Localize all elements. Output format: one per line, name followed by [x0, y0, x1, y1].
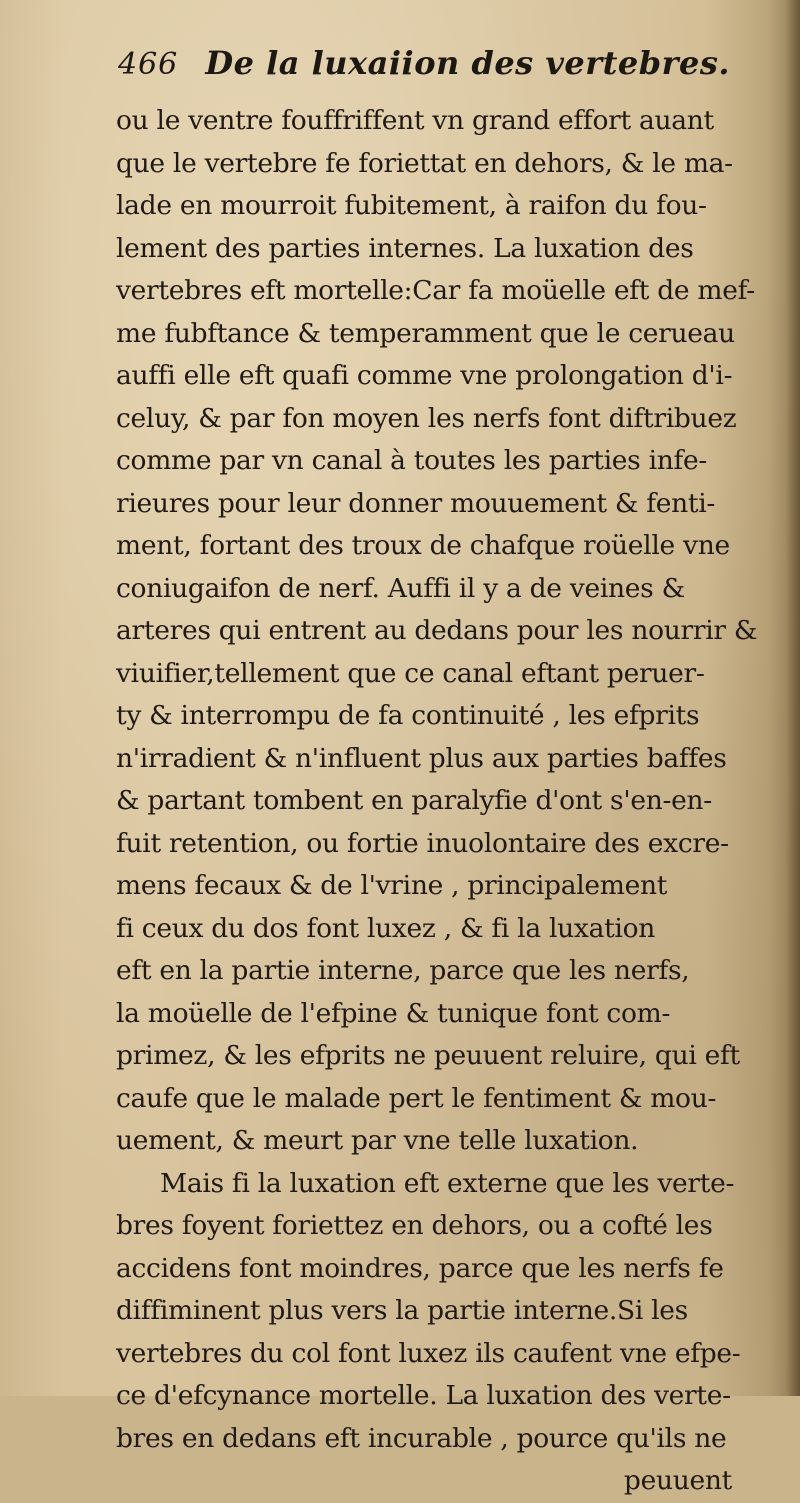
text-line: viuifier,tellement que ce canal eftant peruer- [116, 657, 705, 689]
text-line: caufe que le malade pert le fentiment & mou- [116, 1082, 717, 1114]
catchword: peuuent [623, 1465, 732, 1496]
text-line: celuy, & par fon moyen les nerfs font diftribuez [116, 402, 737, 434]
text-line: bres foyent foriettez en dehors, ou a cofté les [116, 1210, 713, 1241]
page-number: 466 [118, 47, 179, 82]
page-edge-shadow [786, 0, 800, 1396]
page-header [118, 44, 748, 96]
text-line: vertebres du col font luxez ils caufent vne efpe- [116, 1337, 741, 1369]
text-line: la moüelle de l'efpine & tunique font com- [116, 997, 671, 1029]
text-line: uement, & meurt par vne telle luxation. [116, 1125, 639, 1156]
text-line: ou le ventre fouffriffent vn grand effort auant [116, 105, 714, 136]
text-line: accidens font moindres, parce que les nerfs fe [116, 1252, 724, 1284]
text-line: ce d'efcynance mortelle. La luxation des verte- [116, 1380, 731, 1411]
text-line: mens fecaux & de l'vrine , principalement [116, 870, 668, 901]
text-line: lement des parties internes. La luxation des [116, 232, 694, 264]
text-line: fuit retention, ou fortie inuolontaire des excre- [116, 827, 729, 859]
text-line: arteres qui entrent au dedans pour les nourrir & [116, 615, 758, 646]
text-line: primez, & les efprits ne peuuent reluire, qui eft [116, 1040, 740, 1071]
text-line: ment, fortant des troux de chafque roüelle vne [116, 530, 730, 561]
text-line: comme par vn canal à toutes les parties infe- [116, 445, 708, 476]
text-line: lade en mourroit fubitement, à raifon du fou- [116, 190, 707, 221]
text-line: que le vertebre fe foriettat en dehors, & le ma- [116, 147, 733, 179]
text-line: auffi elle eft quafi comme vne prolongation d'i- [116, 360, 733, 391]
text-line: rieures pour leur donner mouuement & fenti- [116, 487, 716, 519]
body-text [116, 100, 758, 1503]
running-title: De la luxaiion des vertebres. [205, 44, 731, 82]
text-line: me fubftance & temperamment que le cerueau [116, 317, 735, 349]
text-line: vertebres eft mortelle:Car fa moüelle eft de mef- [116, 275, 755, 306]
paragraph-start-line: Mais fi la luxation eft externe que les verte- [160, 1167, 735, 1199]
text-line: diffiminent plus vers la partie interne.Si les [116, 1295, 688, 1326]
text-line: fi ceux du dos font luxez , & fi la luxation [116, 912, 656, 944]
text-line: coniugaifon de nerf. Auffi il y a de veines & [116, 572, 685, 604]
text-line: ty & interrompu de fa continuité , les efprits [116, 700, 700, 731]
text-line: n'irradient & n'influent plus aux parties baffes [116, 742, 727, 774]
text-line: eft en la partie interne, parce que les nerfs, [116, 955, 690, 986]
text-line: bres en dedans eft incurable , pource qu'ils ne [116, 1422, 727, 1454]
text-line: & partant tombent en paralyfie d'ont s'en-en- [116, 785, 712, 816]
